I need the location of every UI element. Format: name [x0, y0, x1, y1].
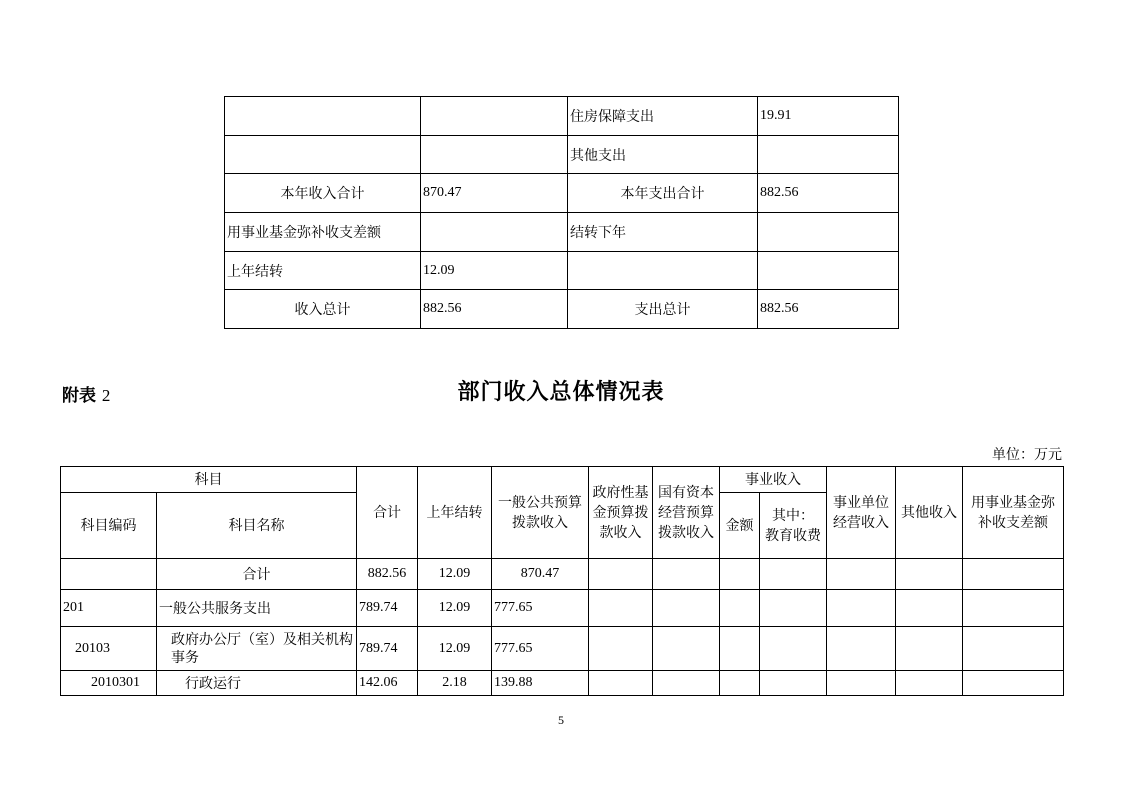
header-amount: 金额 — [720, 493, 760, 559]
cell-empty — [653, 559, 720, 590]
cell-carryover: 12.09 — [418, 590, 492, 627]
summary-cell — [421, 135, 568, 174]
header-subject-name: 科目名称 — [157, 493, 357, 559]
header-subject: 科目 — [61, 467, 357, 493]
cell-empty — [896, 627, 963, 671]
income-table — [60, 466, 1064, 696]
cell-carryover: 12.09 — [418, 627, 492, 671]
cell-total: 789.74 — [357, 590, 418, 627]
cell-empty — [963, 559, 1064, 590]
summary-cell: 870.47 — [421, 174, 568, 213]
cell-empty — [720, 590, 760, 627]
cell-empty — [827, 671, 896, 696]
cell-empty — [760, 627, 827, 671]
summary-cell: 结转下年 — [568, 213, 758, 252]
header-of-which: 其中： — [772, 507, 814, 524]
header-business-operation-income: 事业单位经营收入 — [827, 467, 896, 559]
summary-table — [224, 96, 899, 329]
summary-cell — [225, 97, 421, 136]
cell-code — [61, 559, 157, 590]
cell-total: 789.74 — [357, 627, 418, 671]
cell-empty — [963, 627, 1064, 671]
summary-cell: 882.56 — [758, 174, 899, 213]
cell-code: 2010301 — [61, 671, 157, 696]
cell-empty — [896, 559, 963, 590]
cell-empty — [720, 627, 760, 671]
header-total: 合计 — [357, 467, 418, 559]
page-title: 部门收入总体情况表 — [457, 379, 665, 405]
cell-code: 20103 — [61, 627, 157, 671]
cell-total: 142.06 — [357, 671, 418, 696]
summary-cell: 上年结转 — [225, 251, 421, 290]
cell-empty — [589, 590, 653, 627]
summary-cell: 882.56 — [421, 290, 568, 329]
cell-empty — [827, 559, 896, 590]
table-row — [61, 627, 1064, 671]
summary-cell: 本年收入合计 — [225, 174, 421, 213]
cell-total: 882.56 — [357, 559, 418, 590]
summary-cell — [758, 135, 899, 174]
header-general-budget: 一般公共预算拨款收入 — [492, 467, 589, 559]
cell-empty — [720, 559, 760, 590]
cell-empty — [589, 671, 653, 696]
summary-row — [225, 213, 899, 252]
cell-general: 777.65 — [492, 590, 589, 627]
summary-cell: 用事业基金弥补收支差额 — [225, 213, 421, 252]
page-number: 5 — [558, 713, 564, 727]
unit-label: 单位：万元 — [992, 447, 1062, 463]
summary-row — [225, 290, 899, 329]
summary-cell: 收入总计 — [225, 290, 421, 329]
cell-empty — [589, 627, 653, 671]
cell-empty — [963, 590, 1064, 627]
attachment-label-text: 附表 — [62, 386, 96, 406]
cell-general: 777.65 — [492, 627, 589, 671]
cell-name: 一般公共服务支出 — [157, 590, 357, 627]
summary-row — [225, 251, 899, 290]
summary-row — [225, 135, 899, 174]
cell-carryover: 2.18 — [418, 671, 492, 696]
cell-empty — [963, 671, 1064, 696]
summary-cell: 其他支出 — [568, 135, 758, 174]
cell-general: 139.88 — [492, 671, 589, 696]
cell-name: 政府办公厅（室）及相关机构事务 — [157, 627, 357, 671]
header-carryover: 上年结转 — [418, 467, 492, 559]
header-subject-code: 科目编码 — [61, 493, 157, 559]
cell-empty — [760, 559, 827, 590]
cell-empty — [720, 671, 760, 696]
summary-cell: 19.91 — [758, 97, 899, 136]
summary-row — [225, 174, 899, 213]
summary-cell: 支出总计 — [568, 290, 758, 329]
cell-empty — [653, 671, 720, 696]
header-use-business-fund: 用事业基金弥补收支差额 — [963, 467, 1064, 559]
cell-empty — [896, 671, 963, 696]
cell-empty — [653, 590, 720, 627]
header-education-fees: 教育收费 — [765, 527, 821, 544]
summary-cell: 住房保障支出 — [568, 97, 758, 136]
summary-cell — [421, 97, 568, 136]
cell-code: 201 — [61, 590, 157, 627]
summary-cell — [758, 213, 899, 252]
header-state-capital-budget: 国有资本经营预算拨款收入 — [653, 467, 720, 559]
cell-name: 行政运行 — [157, 671, 357, 696]
cell-empty — [827, 627, 896, 671]
cell-empty — [760, 671, 827, 696]
cell-empty — [760, 590, 827, 627]
summary-cell — [568, 251, 758, 290]
table-row — [61, 671, 1064, 696]
cell-carryover: 12.09 — [418, 559, 492, 590]
header-business-income: 事业收入 — [720, 467, 827, 493]
header-education-fees-cell — [760, 493, 827, 559]
cell-empty — [827, 590, 896, 627]
summary-row — [225, 97, 899, 136]
header-gov-fund-budget: 政府性基金预算拨款收入 — [589, 467, 653, 559]
summary-cell: 882.56 — [758, 290, 899, 329]
cell-general: 870.47 — [492, 559, 589, 590]
summary-cell: 本年支出合计 — [568, 174, 758, 213]
summary-cell: 12.09 — [421, 251, 568, 290]
summary-cell — [758, 251, 899, 290]
summary-cell — [225, 135, 421, 174]
cell-empty — [653, 627, 720, 671]
header-other-income: 其他收入 — [896, 467, 963, 559]
summary-cell — [421, 213, 568, 252]
attachment-number: 2 — [101, 386, 111, 405]
cell-empty — [589, 559, 653, 590]
cell-name: 合计 — [157, 559, 357, 590]
table-row — [61, 590, 1064, 627]
table-row — [61, 559, 1064, 590]
cell-empty — [896, 590, 963, 627]
header-row — [61, 467, 1064, 493]
